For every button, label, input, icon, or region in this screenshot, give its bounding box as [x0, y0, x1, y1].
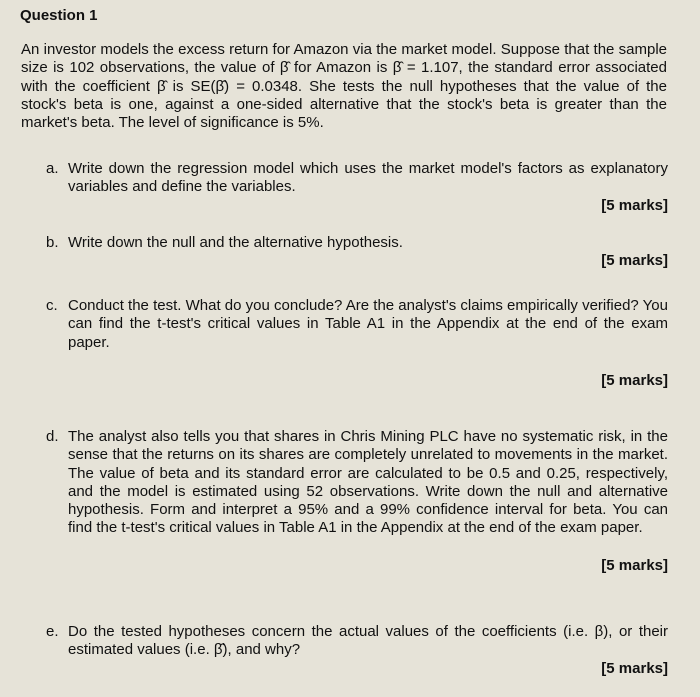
sub-question-e: [46, 623, 668, 660]
question-intro: An investor models the excess return for Amazon via the market model. Suppose that the sample size is 102 observations, the value of β̂ for Amazon is β̂ = 1.107, the standard error associated with the coefficient β̂ is SE(β̂) = 0.0348. She tests the null hypotheses that the value of the stock's beta is one, against a one-sided alternative that the stock's beta is greater than the market's beta. The level of significance is 5%.: [21, 41, 667, 132]
item-text: Conduct the test. What do you conclude? Are the analyst's claims empirically verified? You can find the t-test's critical values in Table A1 in the Appendix at the end of the exam paper.: [68, 297, 668, 351]
item-letter: d.: [46, 428, 59, 445]
marks-label: [5 marks]: [601, 660, 668, 677]
item-text: Write down the null and the alternative hypothesis.: [68, 234, 403, 251]
item-text: Write down the regression model which uses the market model's factors as explanatory variables and define the variables.: [68, 160, 668, 196]
question-title: Question 1: [20, 7, 98, 24]
item-text: Do the tested hypotheses concern the actual values of the coefficients (i.e. β), or their estimated values (i.e. β̂), and why?: [68, 623, 668, 659]
sub-question-c: [46, 297, 668, 352]
item-letter: b.: [46, 234, 59, 251]
marks-label: [5 marks]: [601, 557, 668, 574]
sub-question-a: [46, 160, 668, 197]
marks-label: [5 marks]: [601, 252, 668, 269]
item-letter: e.: [46, 623, 59, 640]
item-letter: a.: [46, 160, 59, 177]
sub-question-d: [46, 428, 668, 538]
marks-label: [5 marks]: [601, 372, 668, 389]
item-text: The analyst also tells you that shares in Chris Mining PLC have no systematic risk, in the sense that the returns on its shares are completely unrelated to movements in the market. The value of beta and its standard error are calculated to be 0.5 and 0.25, respectively, and the model is estimated using 52 observations. Write down the null and alternative hypothesis. Form and interpret a 95% and a 99% confidence interval for beta. You can find the t-test's critical values in Table A1 in the Appendix at the end of the exam paper.: [68, 428, 668, 537]
sub-question-b: [46, 234, 668, 252]
marks-label: [5 marks]: [601, 197, 668, 214]
item-letter: c.: [46, 297, 58, 314]
